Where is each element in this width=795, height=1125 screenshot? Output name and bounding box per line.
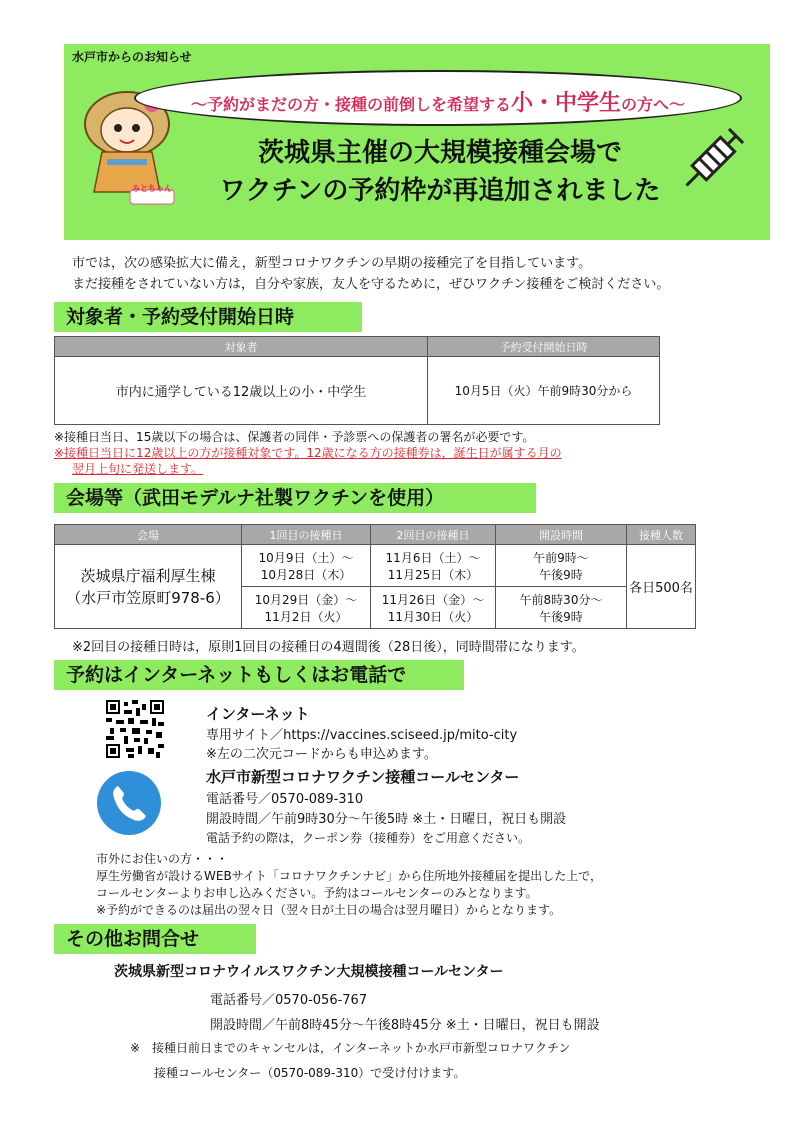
headline-line-1: 茨城県主催の大規模接種会場で [257, 138, 622, 168]
subtitle-post: の方へ～ [621, 95, 686, 114]
target-start-time: 10月5日（火）午前9時30分から [428, 357, 660, 425]
subtitle-emphasis: 小・中学生 [510, 91, 621, 116]
first-date-start: 10月29日（金）～ [254, 592, 358, 607]
venue-capacity: 各日500名 [627, 545, 696, 629]
headline-line-2: ワクチンの予約枠が再追加されました [219, 176, 661, 206]
section-heading-booking: 予約はインターネットもしくはお電話で [54, 660, 464, 690]
target-header-audience: 対象者 [55, 337, 428, 357]
venue-first-dates [242, 545, 371, 587]
venue-header-hours: 開設時間 [496, 525, 627, 545]
section-heading-other: その他お問合せ [54, 924, 256, 954]
outside-line-3: ※予約ができるのは届出の翌々日（翌々日が土日の場合は翌月曜日）からとなります。 [96, 903, 562, 917]
call-center-phone[interactable]: 電話番号／0570-089-310 [206, 792, 364, 807]
intro-line-1: 市では，次の感染拡大に備え，新型コロナワクチンの早期の接種完了を目指しています。 [72, 256, 592, 271]
second-date-end: 11月25日（木） [387, 567, 479, 582]
target-note-eligibility: ※接種日当日に12歳以上の方が接種対象です。12歳になる方の接種券は，誕生日が属する月の [54, 446, 562, 460]
phone-icon [96, 770, 162, 836]
cancel-note-1: ※ 接種日前日までのキャンセルは，インターネットか水戸市新型コロナワクチン [130, 1041, 571, 1055]
target-note-mailing: 翌月上旬に発送します。 [72, 462, 204, 476]
second-date-start: 11月6日（土）～ [385, 550, 481, 565]
venue-second-dates [371, 587, 496, 629]
venue-hours [496, 545, 627, 587]
call-center-title: 水戸市新型コロナワクチン接種コールセンター [206, 768, 520, 786]
outside-line-1: 厚生労働省が設けるWEBサイト「コロナワクチンナビ」から住所地外接種届を提出した上で， [96, 869, 603, 883]
venue-name: 茨城県庁福利厚生棟 [80, 566, 216, 585]
page-title [190, 134, 690, 210]
venue-first-dates [242, 587, 371, 629]
other-hours: 開設時間／午前8時45分～午後8時45分 ※土・日曜日，祝日も開設 [210, 1018, 600, 1033]
hours-start: 午前9時～ [533, 550, 589, 565]
first-date-start: 10月9日（土）～ [258, 550, 354, 565]
subtitle-pre: ～予約がまだの方・接種の前倒しを希望する [190, 95, 511, 114]
table-row [55, 545, 696, 587]
intro-line-2: まだ接種をされていない方は，自分や家族，友人を守るために，ぜひワクチン接種をご検討ください。 [72, 277, 670, 292]
outside-title: 市外にお住いの方・・・ [96, 852, 229, 866]
venue-note: ※2回目の接種日時は，原則1回目の接種日の4週間後（28日後），同時間帯になります。 [72, 640, 585, 655]
venue-second-dates [371, 545, 496, 587]
internet-note: ※左の二次元コードからも申込めます。 [206, 747, 437, 762]
second-date-end: 11月30日（火） [387, 609, 479, 624]
internet-site[interactable]: 専用サイト／https://vaccines.sciseed.jp/mito-city [206, 728, 518, 743]
venue-name-cell [55, 545, 242, 629]
hours-start: 午前8時30分～ [519, 592, 603, 607]
first-date-end: 10月28日（木） [260, 567, 352, 582]
mascot-tag: みとちゃん [132, 184, 172, 193]
venue-header-name: 会場 [55, 525, 242, 545]
hours-end: 午後9時 [539, 609, 583, 624]
second-date-start: 11月26日（金）～ [381, 592, 485, 607]
qr-code-icon[interactable] [106, 700, 164, 758]
internet-title: インターネット [206, 705, 310, 723]
other-center-name: 茨城県新型コロナウイルスワクチン大規模接種コールセンター [114, 964, 504, 980]
hours-end: 午後9時 [539, 567, 583, 582]
cancel-note-2: 接種コールセンター（0570-089-310）で受け付けます。 [154, 1066, 466, 1080]
call-center-note: 電話予約の際は，クーポン券（接種券）をご用意ください。 [206, 831, 531, 845]
venue-address: （水戸市笠原町978-6） [66, 588, 230, 607]
call-center-hours: 開設時間／午前9時30分～午後5時 ※土・日曜日，祝日も開設 [206, 812, 567, 827]
section-heading-venue: 会場等（武田モデルナ社製ワクチンを使用） [54, 483, 536, 513]
section-heading-target: 対象者・予約受付開始日時 [54, 302, 362, 332]
venue-table [54, 524, 696, 629]
venue-header-first: 1回目の接種日 [242, 525, 371, 545]
notice-label: 水戸市からのお知らせ [72, 50, 192, 64]
target-table [54, 336, 660, 425]
venue-hours [496, 587, 627, 629]
first-date-end: 11月2日（火） [264, 609, 348, 624]
outside-line-2: コールセンターよりお申し込みください。予約はコールセンターのみとなります。 [96, 886, 538, 900]
venue-header-capacity: 接種人数 [627, 525, 696, 545]
target-header-start: 予約受付開始日時 [428, 337, 660, 357]
venue-header-second: 2回目の接種日 [371, 525, 496, 545]
target-note-guardian: ※接種日当日、15歳以下の場合は、保護者の同伴・予診票への保護者の署名が必要です。 [54, 430, 535, 444]
banner-subtitle [134, 86, 742, 117]
target-audience: 市内に通学している12歳以上の小・中学生 [55, 357, 428, 425]
syringe-icon [672, 120, 752, 200]
other-phone[interactable]: 電話番号／0570-056-767 [210, 993, 368, 1008]
